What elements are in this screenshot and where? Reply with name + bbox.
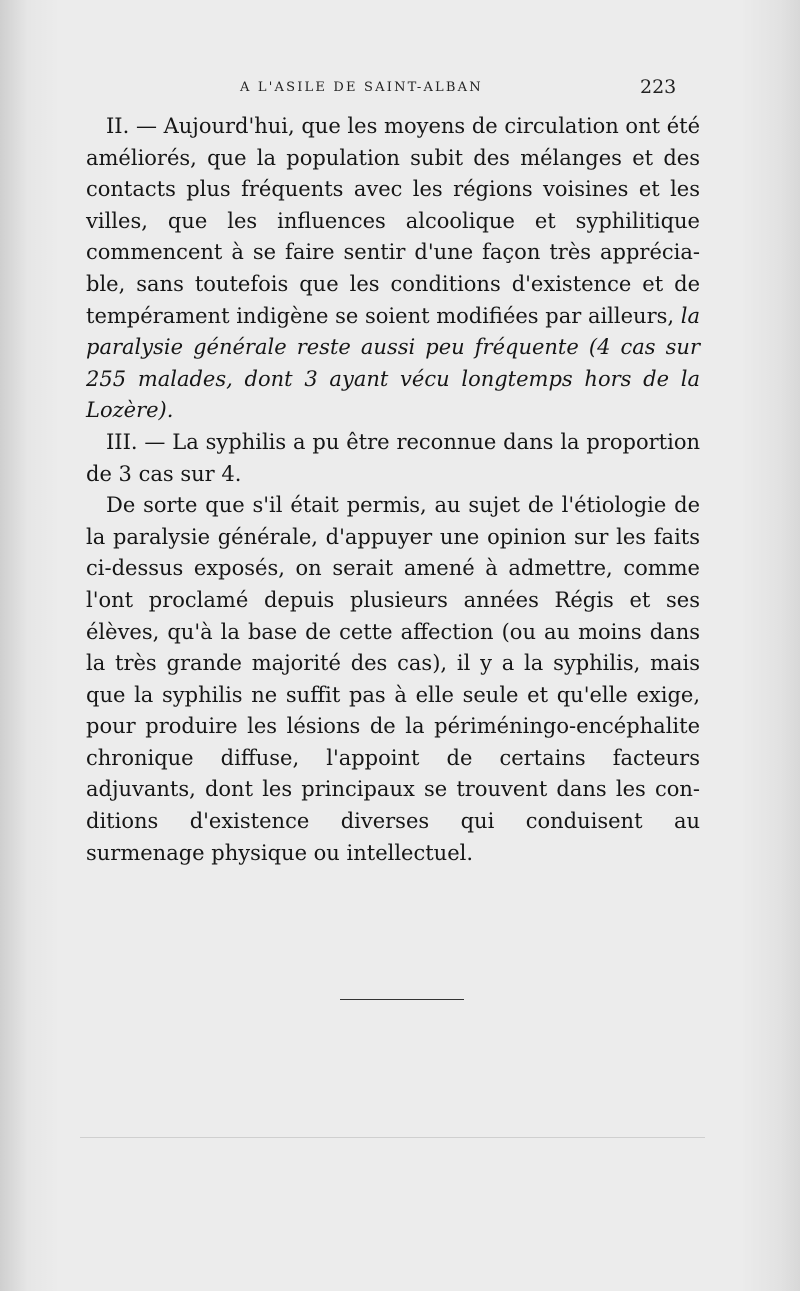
paragraph-2 — [86, 111, 700, 427]
end-rule — [340, 999, 464, 1000]
body-text — [86, 111, 700, 869]
running-head: A L'ASILE DE SAINT-ALBAN — [240, 80, 483, 95]
paragraph-2-text: II. — Aujourd'hui, que les moyens de circulation ont été améliorés, que la population subit des mélanges et des contacts plus fréquents avec les régions voisines et les villes, que les influences alcoolique et syphilitique commencent à se faire sentir d'une façon très appréciable, sans toutefois que les conditions d'existence et de tempérament indigène se soient modifiées par ailleurs, — [86, 114, 701, 328]
paragraph-conclusion: De sorte que s'il était permis, au sujet de l'étiologie de la paralysie générale, d'appuyer une opinion sur les faits ci-dessus exposés, on serait amené à admettre, comme l'ont proclamé depuis plusieurs années Régis et ses élèves, qu'à la base de cette affection (ou au moins dans la très grande majorité des cas), il y a la syphilis, mais que la syphilis ne suffit pas à elle seule et qu'elle exige, pour produire les lésions de la périméningo-encéphalite chronique diffuse, l'appoint de certains facteurs adjuvants, dont les principaux se trouvent dans les conditions d'existence diverses qui conduisent au surmenage physique ou intellectuel. — [86, 493, 700, 865]
paragraph-3: III. — La syphilis a pu être reconnue dans la proportion de 3 cas sur 4. — [86, 429, 700, 486]
bleed-footnote-rule — [80, 1137, 705, 1138]
paragraph-2-italic: la paralysie générale reste aussi peu fréquente (4 cas sur 255 malades, dont 3 ayant vécu longtemps hors de la Lozère). — [86, 303, 700, 423]
page-number: 223 — [640, 76, 677, 98]
page-header — [0, 76, 800, 102]
